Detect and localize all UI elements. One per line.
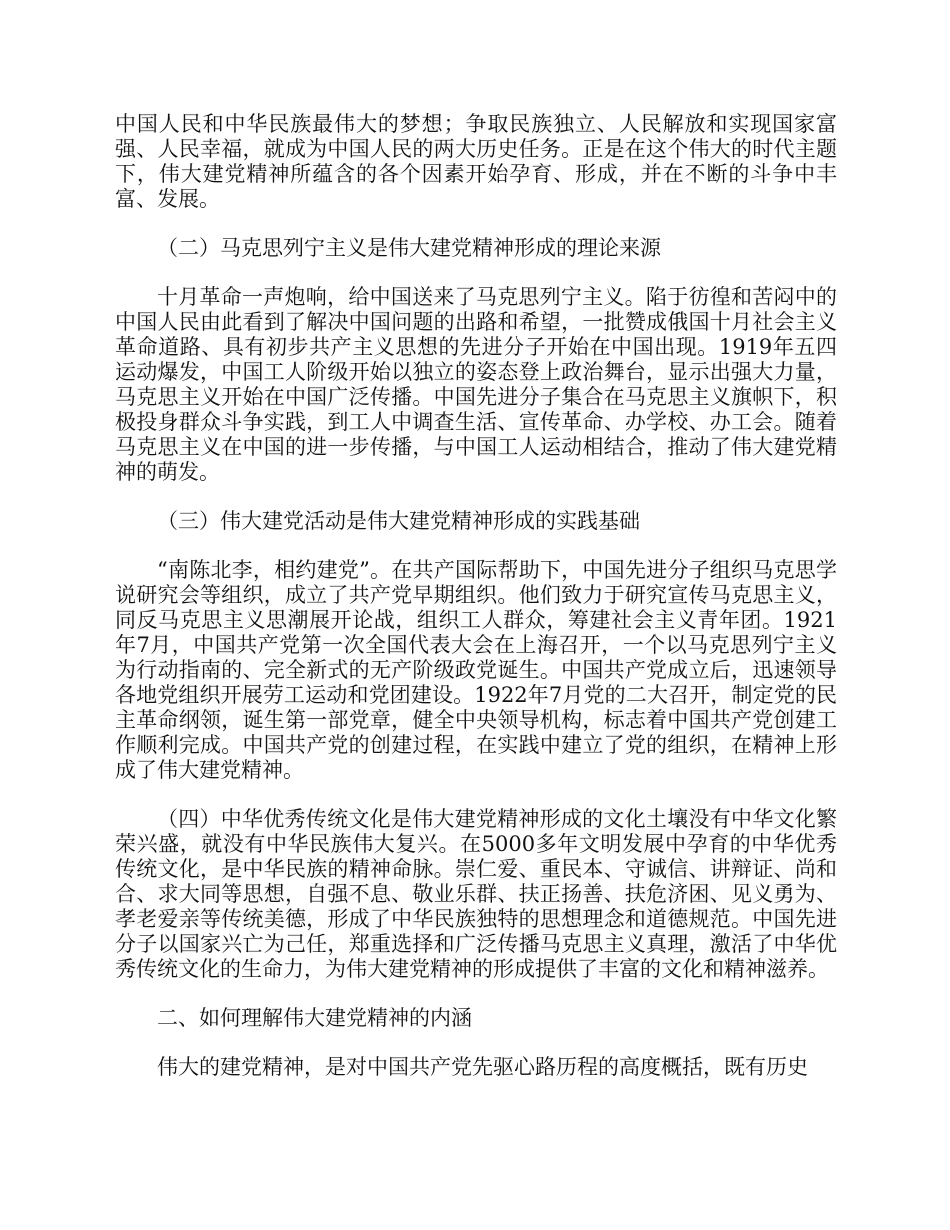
- paragraph-traditional-culture: （四）中华优秀传统文化是伟大建党精神形成的文化土壤没有中华文化繁荣兴盛，就没有中华民族伟大复兴。在5000多年文明发展中孕育的中华优秀传统文化，是中华民族的精神命脉。崇仁爱、重民本、守诚信、讲辩证、尚和合、求大同等思想，自强不息、敬业乐群、扶正扬善、扶危济困、见义勇为、孝老爱亲等传统美德，形成了中华民族独特的思想理念和道德规范。中国先进分子以国家兴亡为己任，郑重选择和广泛传播马克思主义真理，激活了中华优秀传统文化的生命力，为伟大建党精神的形成提供了丰富的文化和精神滋养。: [115, 807, 837, 981]
- section-heading-2: （二）马克思列宁主义是伟大建党精神形成的理论来源: [157, 236, 661, 260]
- paragraph-marxism: 十月革命一声炮响，给中国送来了马克思列宁主义。陷于彷徨和苦闷中的中国人民由此看到了解决中国问题的出路和希望，一批赞成俄国十月社会主义革命道路、具有初步共产主义思想的先进分子开始在中国出现。1919年五四运动爆发，中国工人阶级开始以独立的姿态登上政治舞台，显示出强大力量，马克思主义开始在中国广泛传播。中国先进分子集合在马克思主义旗帜下，积极投身群众斗争实践，到工人中调查生活、宣传革命、办学校、办工会。随着马克思主义在中国的进一步传播，与中国工人运动相结合，推动了伟大建党精神的萌发。: [115, 285, 837, 484]
- paragraph-party-founding: “南陈北李，相约建党”。在共产国际帮助下，中国先进分子组织马克思学说研究会等组织，成立了共产党早期组织。他们致力于研究宣传马克思主义，同反马克思主义思潮展开论战，组织工人群众，筹建社会主义青年团。1921年7月，中国共产党第一次全国代表大会在上海召开，一个以马克思列宁主义为行动指南的、完全新式的无产阶级政党诞生。中国共产党成立后，迅速领导各地党组织开展劳工运动和党团建设。1922年7月党的二大召开，制定党的民主革命纲领，诞生第一部党章，健全中央领导机构，标志着中国共产党创建工作顺利完成。中国共产党的创建过程，在实践中建立了党的组织，在精神上形成了伟大建党精神。: [115, 558, 837, 782]
- paragraph-connotation: 伟大的建党精神，是对中国共产党先驱心路历程的高度概括，既有历史: [157, 1055, 808, 1079]
- document-page: [115, 112, 837, 1104]
- paragraph-intro: 中国人民和中华民族最伟大的梦想；争取民族独立、人民解放和实现国家富强、人民幸福，就成为中国人民的两大历史任务。正是在这个伟大的时代主题下，伟大建党精神所蕴含的各个因素开始孕育、形成，并在不断的斗争中丰富、发展。: [115, 112, 837, 211]
- section-heading-3: （三）伟大建党活动是伟大建党精神形成的实践基础: [157, 509, 640, 533]
- section-heading-main-2: 二、如何理解伟大建党精神的内涵: [157, 1006, 472, 1030]
